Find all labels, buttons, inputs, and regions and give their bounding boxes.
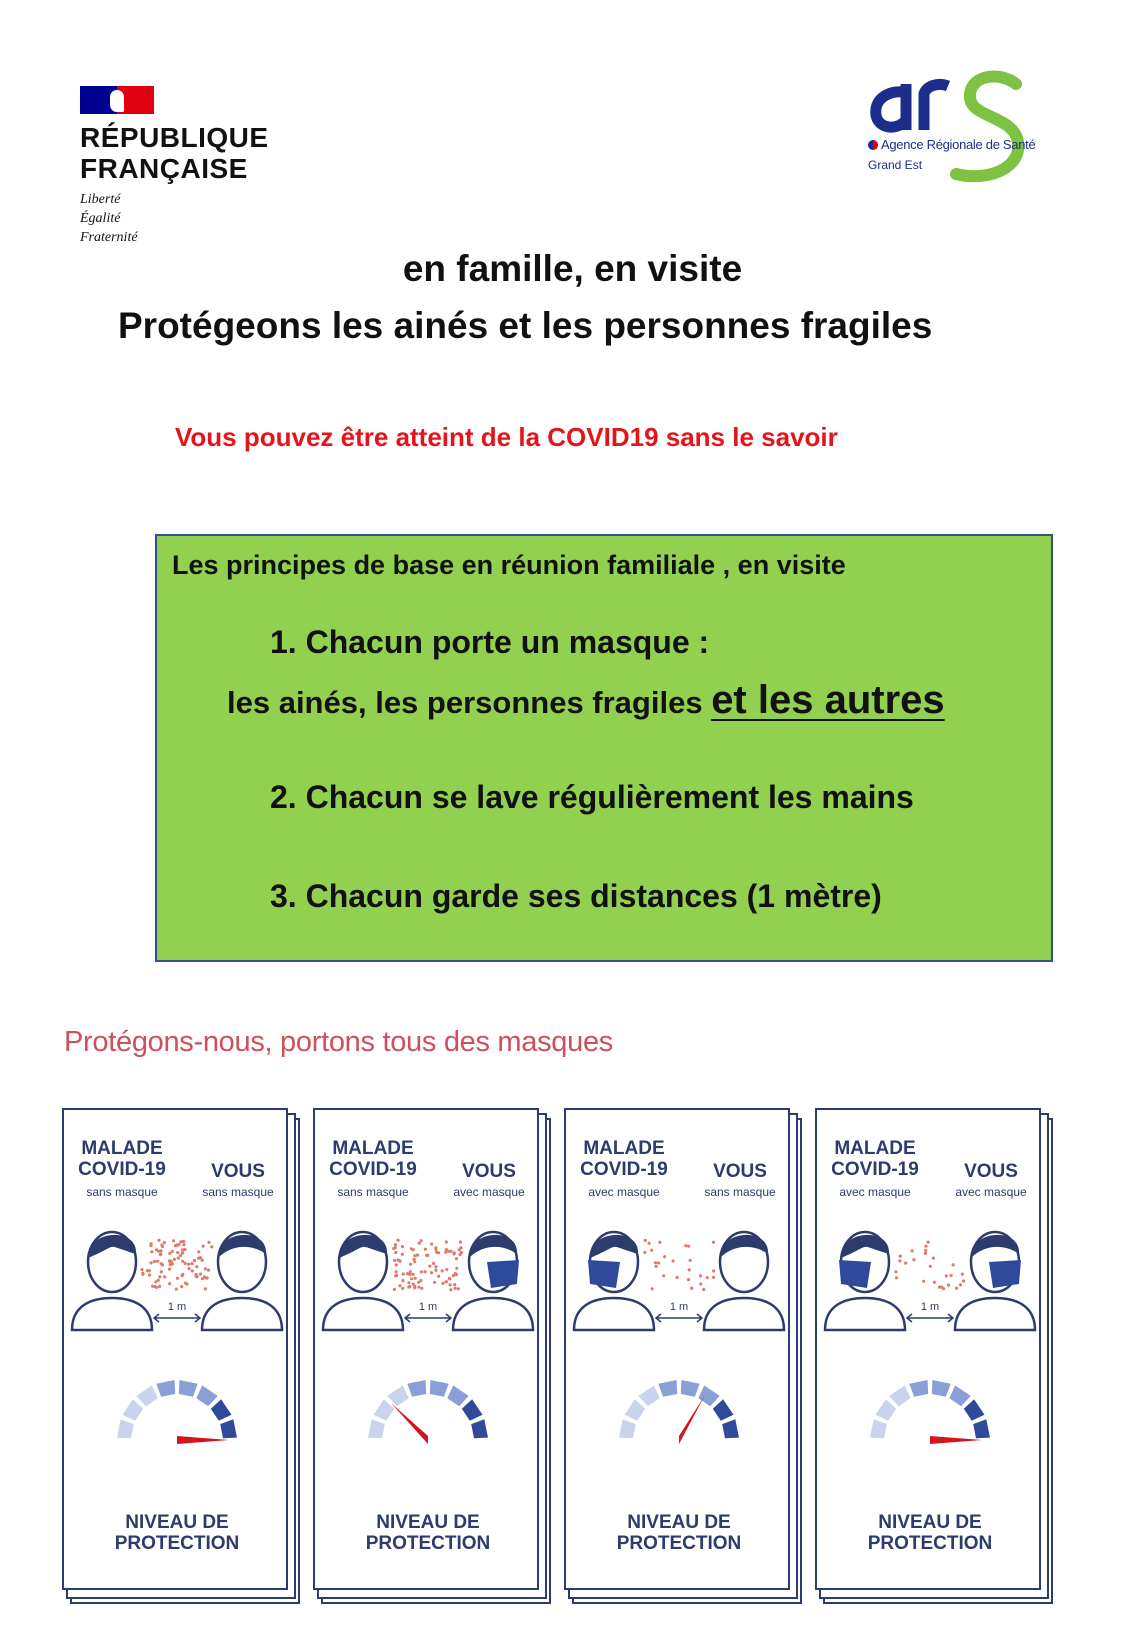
protection-card bbox=[815, 1108, 1041, 1600]
protection-card bbox=[564, 1108, 790, 1600]
malade-label: MALADE COVID-19 bbox=[831, 1138, 919, 1180]
vous-label: VOUS bbox=[964, 1161, 1018, 1182]
distance-label: 1 m bbox=[167, 1301, 187, 1313]
principle-1: 1. Chacun porte un masque : bbox=[270, 624, 710, 660]
protection-gauge-icon bbox=[368, 1380, 488, 1444]
gauge-needle bbox=[679, 1395, 705, 1444]
protection-card bbox=[313, 1108, 539, 1600]
vous-label: VOUS bbox=[211, 1161, 265, 1182]
sick-person-icon bbox=[72, 1232, 152, 1330]
protection-level-label: NIVEAU DE PROTECTION bbox=[114, 1512, 240, 1554]
you-person-icon bbox=[453, 1232, 533, 1330]
covid-warning: Vous pouvez être atteint de la COVID19 sans le savoir bbox=[175, 422, 838, 452]
malade-mask-status: sans masque bbox=[86, 1185, 158, 1199]
gauge-needle bbox=[930, 1436, 982, 1444]
title-line-1: en famille, en visite bbox=[402, 248, 743, 289]
protection-level-label: NIVEAU DE PROTECTION bbox=[616, 1512, 742, 1554]
principle-2: 2. Chacun se lave régulièrement les mains bbox=[270, 779, 914, 815]
malade-mask-status: avec masque bbox=[588, 1185, 660, 1199]
republique-francaise-logo bbox=[80, 86, 300, 247]
malade-label: MALADE COVID-19 bbox=[78, 1138, 166, 1180]
you-person-icon bbox=[955, 1232, 1035, 1330]
protection-card-face bbox=[62, 1108, 288, 1590]
droplets-icon bbox=[894, 1241, 965, 1291]
republique-motto: Liberté Égalité Fraternité bbox=[80, 192, 138, 245]
vous-mask-status: avec masque bbox=[453, 1185, 525, 1199]
gauge-needle bbox=[177, 1436, 229, 1444]
ars-agency-name: Agence Régionale de Santé bbox=[868, 137, 1035, 152]
malade-mask-status: avec masque bbox=[839, 1185, 911, 1199]
protection-level-label: NIVEAU DE PROTECTION bbox=[365, 1512, 491, 1554]
vous-mask-status: sans masque bbox=[202, 1185, 274, 1199]
transmission-scene bbox=[566, 1210, 792, 1510]
malade-label: MALADE COVID-19 bbox=[580, 1138, 668, 1180]
protection-card-face bbox=[313, 1108, 539, 1590]
protection-gauge-icon bbox=[117, 1380, 237, 1444]
republique-name: RÉPUBLIQUE FRANÇAISE bbox=[80, 122, 269, 184]
protection-level-label: NIVEAU DE PROTECTION bbox=[867, 1512, 993, 1554]
principle-1-emphasis: et les autres bbox=[711, 678, 945, 722]
principle-1-detail: les ainés, les personnes fragiles et les autres bbox=[227, 678, 945, 722]
you-person-icon bbox=[704, 1232, 784, 1330]
protection-card bbox=[62, 1108, 288, 1600]
principle-3: 3. Chacun garde ses distances (1 mètre) bbox=[270, 878, 882, 914]
vous-mask-status: sans masque bbox=[704, 1185, 776, 1199]
sick-person-icon bbox=[574, 1232, 654, 1330]
mask-illustration bbox=[42, 968, 1092, 1618]
ars-region: Grand Est bbox=[868, 158, 923, 172]
droplets-icon bbox=[643, 1239, 715, 1291]
vous-label: VOUS bbox=[713, 1161, 767, 1182]
transmission-scene bbox=[817, 1210, 1043, 1510]
malade-label: MALADE COVID-19 bbox=[329, 1138, 417, 1180]
illustration-title: Protégons-nous, portons tous des masques bbox=[64, 1026, 613, 1058]
malade-mask-status: sans masque bbox=[337, 1185, 409, 1199]
vous-mask-status: avec masque bbox=[955, 1185, 1027, 1199]
distance-label: 1 m bbox=[920, 1301, 940, 1313]
principles-heading: Les principes de base en réunion familiale , en visite bbox=[172, 550, 846, 580]
protection-card-face bbox=[815, 1108, 1041, 1590]
vous-label: VOUS bbox=[462, 1161, 516, 1182]
protection-card-face bbox=[564, 1108, 790, 1590]
droplets-icon bbox=[392, 1239, 463, 1292]
ars-wordmark-icon bbox=[868, 70, 1068, 190]
protection-gauge-icon bbox=[619, 1380, 739, 1444]
marianne-flag-icon bbox=[80, 86, 154, 114]
protection-gauge-icon bbox=[870, 1380, 990, 1444]
you-person-icon bbox=[202, 1232, 282, 1330]
droplets-icon bbox=[140, 1239, 213, 1291]
gauge-needle bbox=[391, 1403, 428, 1444]
sick-person-icon bbox=[323, 1232, 403, 1330]
distance-label: 1 m bbox=[669, 1301, 689, 1313]
sick-person-icon bbox=[825, 1232, 905, 1330]
ars-dot-icon bbox=[868, 140, 878, 150]
distance-label: 1 m bbox=[418, 1301, 438, 1313]
title-line-2: Protégeons les ainés et les personnes fragiles bbox=[118, 305, 933, 346]
transmission-scene bbox=[64, 1210, 290, 1510]
transmission-scene bbox=[315, 1210, 541, 1510]
principles-box bbox=[155, 534, 1053, 962]
ars-logo bbox=[868, 70, 1068, 190]
